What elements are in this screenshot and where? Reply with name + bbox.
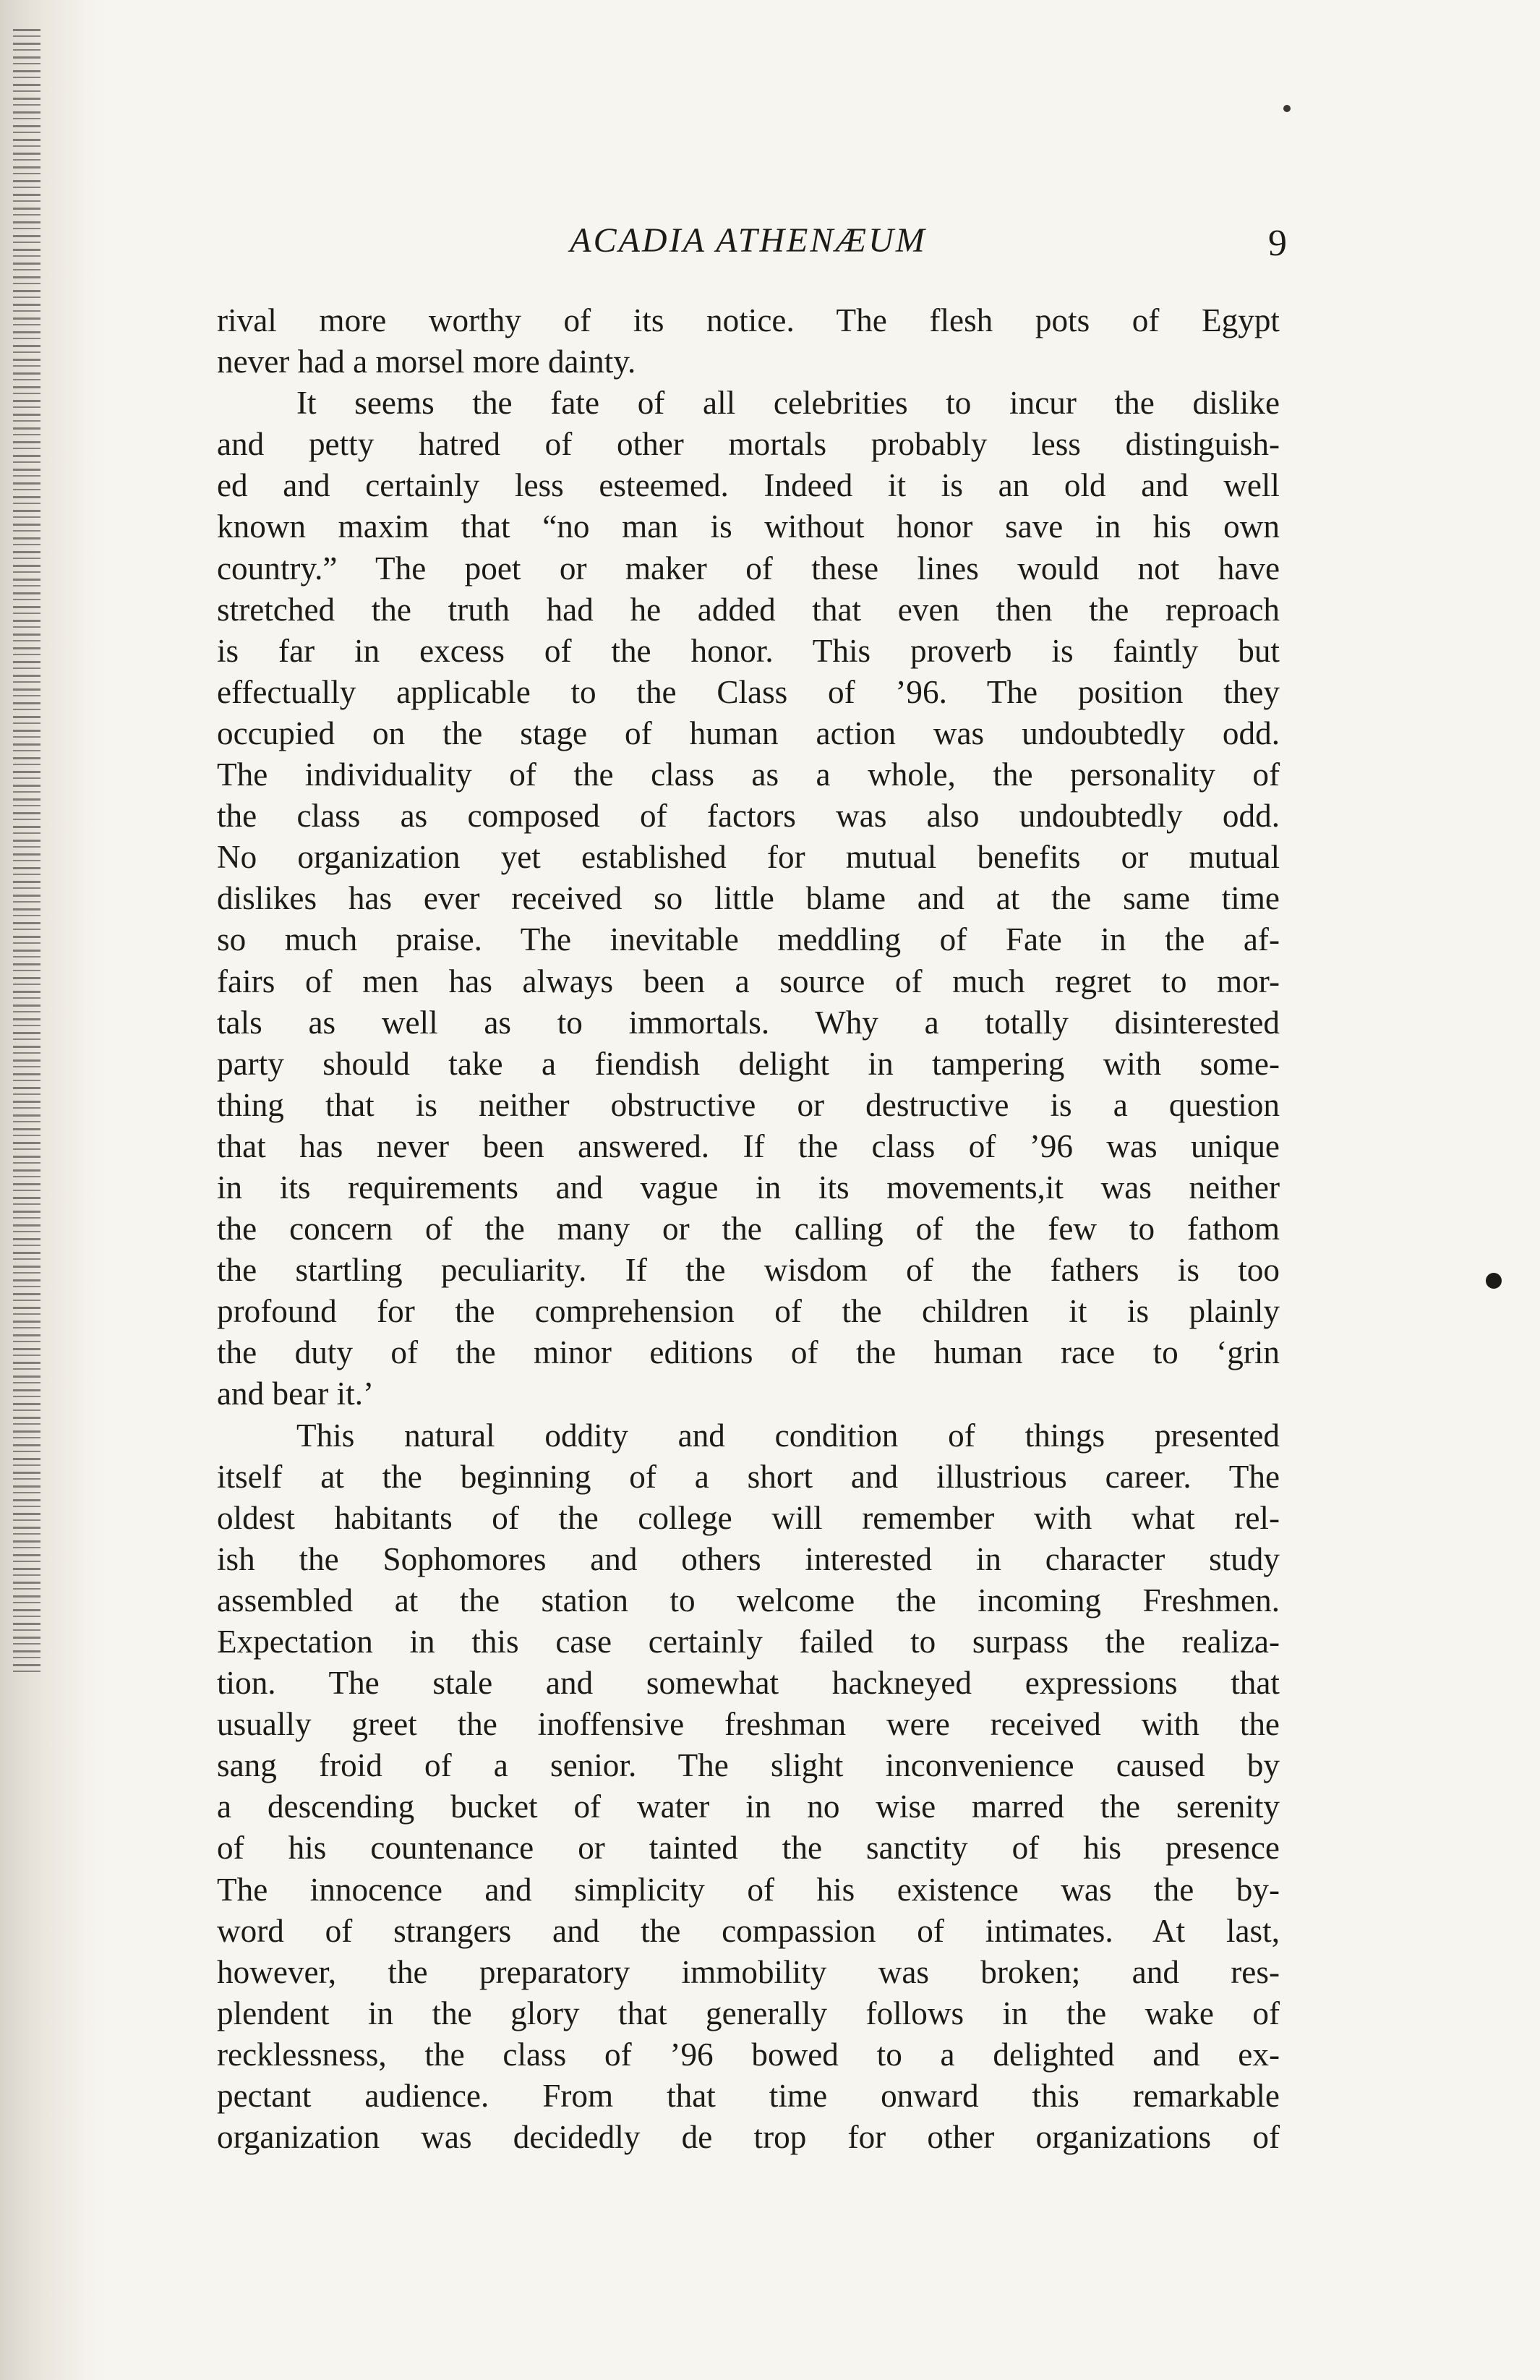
text-line: This natural oddity and condition of things presented xyxy=(296,1417,1280,1454)
text-line: usually greet the inoffensive freshman were received with the xyxy=(217,1706,1280,1743)
text-line: stretched the truth had he added that even then the reproach xyxy=(217,591,1280,628)
text-line: a descending bucket of water in no wise marred the serenity xyxy=(217,1788,1280,1825)
text-line: so much praise. The inevitable meddling of Fate in the af- xyxy=(217,921,1280,958)
scanned-gutter xyxy=(0,0,101,2380)
text-line: profound for the comprehension of the children it is plainly xyxy=(217,1293,1280,1330)
text-line: thing that is neither obstructive or destructive is a question xyxy=(217,1086,1280,1123)
text-line: oldest habitants of the college will remember with what rel- xyxy=(217,1499,1280,1536)
text-line: ish the Sophomores and others interested in character study xyxy=(217,1540,1280,1577)
text-line: dislikes has ever received so little blame and at the same time xyxy=(217,880,1280,917)
text-line: of his countenance or tainted the sanctity of his presence xyxy=(217,1830,1280,1867)
text-line: the class as composed of factors was also undoubtedly odd. xyxy=(217,798,1280,835)
text-line: tion. The stale and somewhat hackneyed expressions that xyxy=(217,1665,1280,1702)
margin-dot xyxy=(1486,1273,1502,1289)
text-line: recklessness, the class of ’96 bowed to a delighted and ex- xyxy=(217,2036,1280,2073)
text-line: is far in excess of the honor. This proverb is faintly but xyxy=(217,632,1280,669)
text-line: fairs of men has always been a source of much regret to mor- xyxy=(217,963,1280,999)
text-line: sang froid of a senior. The slight inconvenience caused by xyxy=(217,1747,1280,1784)
text-line: ed and certainly less esteemed. Indeed it is an old and well xyxy=(217,467,1280,504)
text-line: organization was decidedly de trop for other organizations of xyxy=(217,2119,1280,2156)
running-title: ACADIA ATHENÆUM xyxy=(570,221,927,260)
text-line: the concern of the many or the calling of the few to fathom xyxy=(217,1211,1280,1247)
text-line: assembled at the station to welcome the incoming Freshmen. xyxy=(217,1582,1280,1618)
text-line: party should take a fiendish delight in tampering with some- xyxy=(217,1045,1280,1082)
text-line: pectant audience. From that time onward this remarkable xyxy=(217,2078,1280,2115)
running-head xyxy=(217,221,1287,278)
text-line: word of strangers and the compassion of intimates. At last, xyxy=(217,1912,1280,1949)
text-line: in its requirements and vague in its movements,it was neither xyxy=(217,1169,1280,1206)
margin-speck xyxy=(1283,105,1291,112)
text-line: occupied on the stage of human action was undoubtedly odd. xyxy=(217,715,1280,751)
text-line: that has never been answered. If the class of ’96 was unique xyxy=(217,1127,1280,1164)
text-line: The innocence and simplicity of his existence was the by- xyxy=(217,1871,1280,1908)
text-line: plendent in the glory that generally follows in the wake of xyxy=(217,1995,1280,2031)
binding-spine xyxy=(13,29,40,1678)
text-line: The individuality of the class as a whole, the personality of xyxy=(217,756,1280,793)
text-line: never had a morsel more dainty. xyxy=(217,344,636,380)
text-line: effectually applicable to the Class of ’96. The position they xyxy=(217,673,1280,710)
article-body xyxy=(217,300,1280,2158)
text-line: and petty hatred of other mortals probably less distinguish- xyxy=(217,426,1280,463)
text-line: Expectation in this case certainly failed to surpass the realiza- xyxy=(217,1624,1280,1660)
text-line: the duty of the minor editions of the human race to ‘grin xyxy=(217,1334,1280,1371)
text-line: country.” The poet or maker of these lines would not have xyxy=(217,550,1280,587)
text-line: however, the preparatory immobility was broken; and res- xyxy=(217,1953,1280,1990)
page-number: 9 xyxy=(1268,223,1287,264)
text-line: the startling peculiarity. If the wisdom of the fathers is too xyxy=(217,1252,1280,1289)
text-line: tals as well as to immortals. Why a totally disinterested xyxy=(217,1004,1280,1041)
text-line: known maxim that “no man is without honor save in his own xyxy=(217,508,1280,545)
text-line: It seems the fate of all celebrities to incur the dislike xyxy=(296,385,1280,422)
text-line: itself at the beginning of a short and illustrious career. The xyxy=(217,1458,1280,1495)
text-line: No organization yet established for mutual benefits or mutual xyxy=(217,839,1280,876)
text-line: rival more worthy of its notice. The flesh pots of Egypt xyxy=(217,302,1280,338)
text-line: and bear it.’ xyxy=(217,1375,375,1412)
